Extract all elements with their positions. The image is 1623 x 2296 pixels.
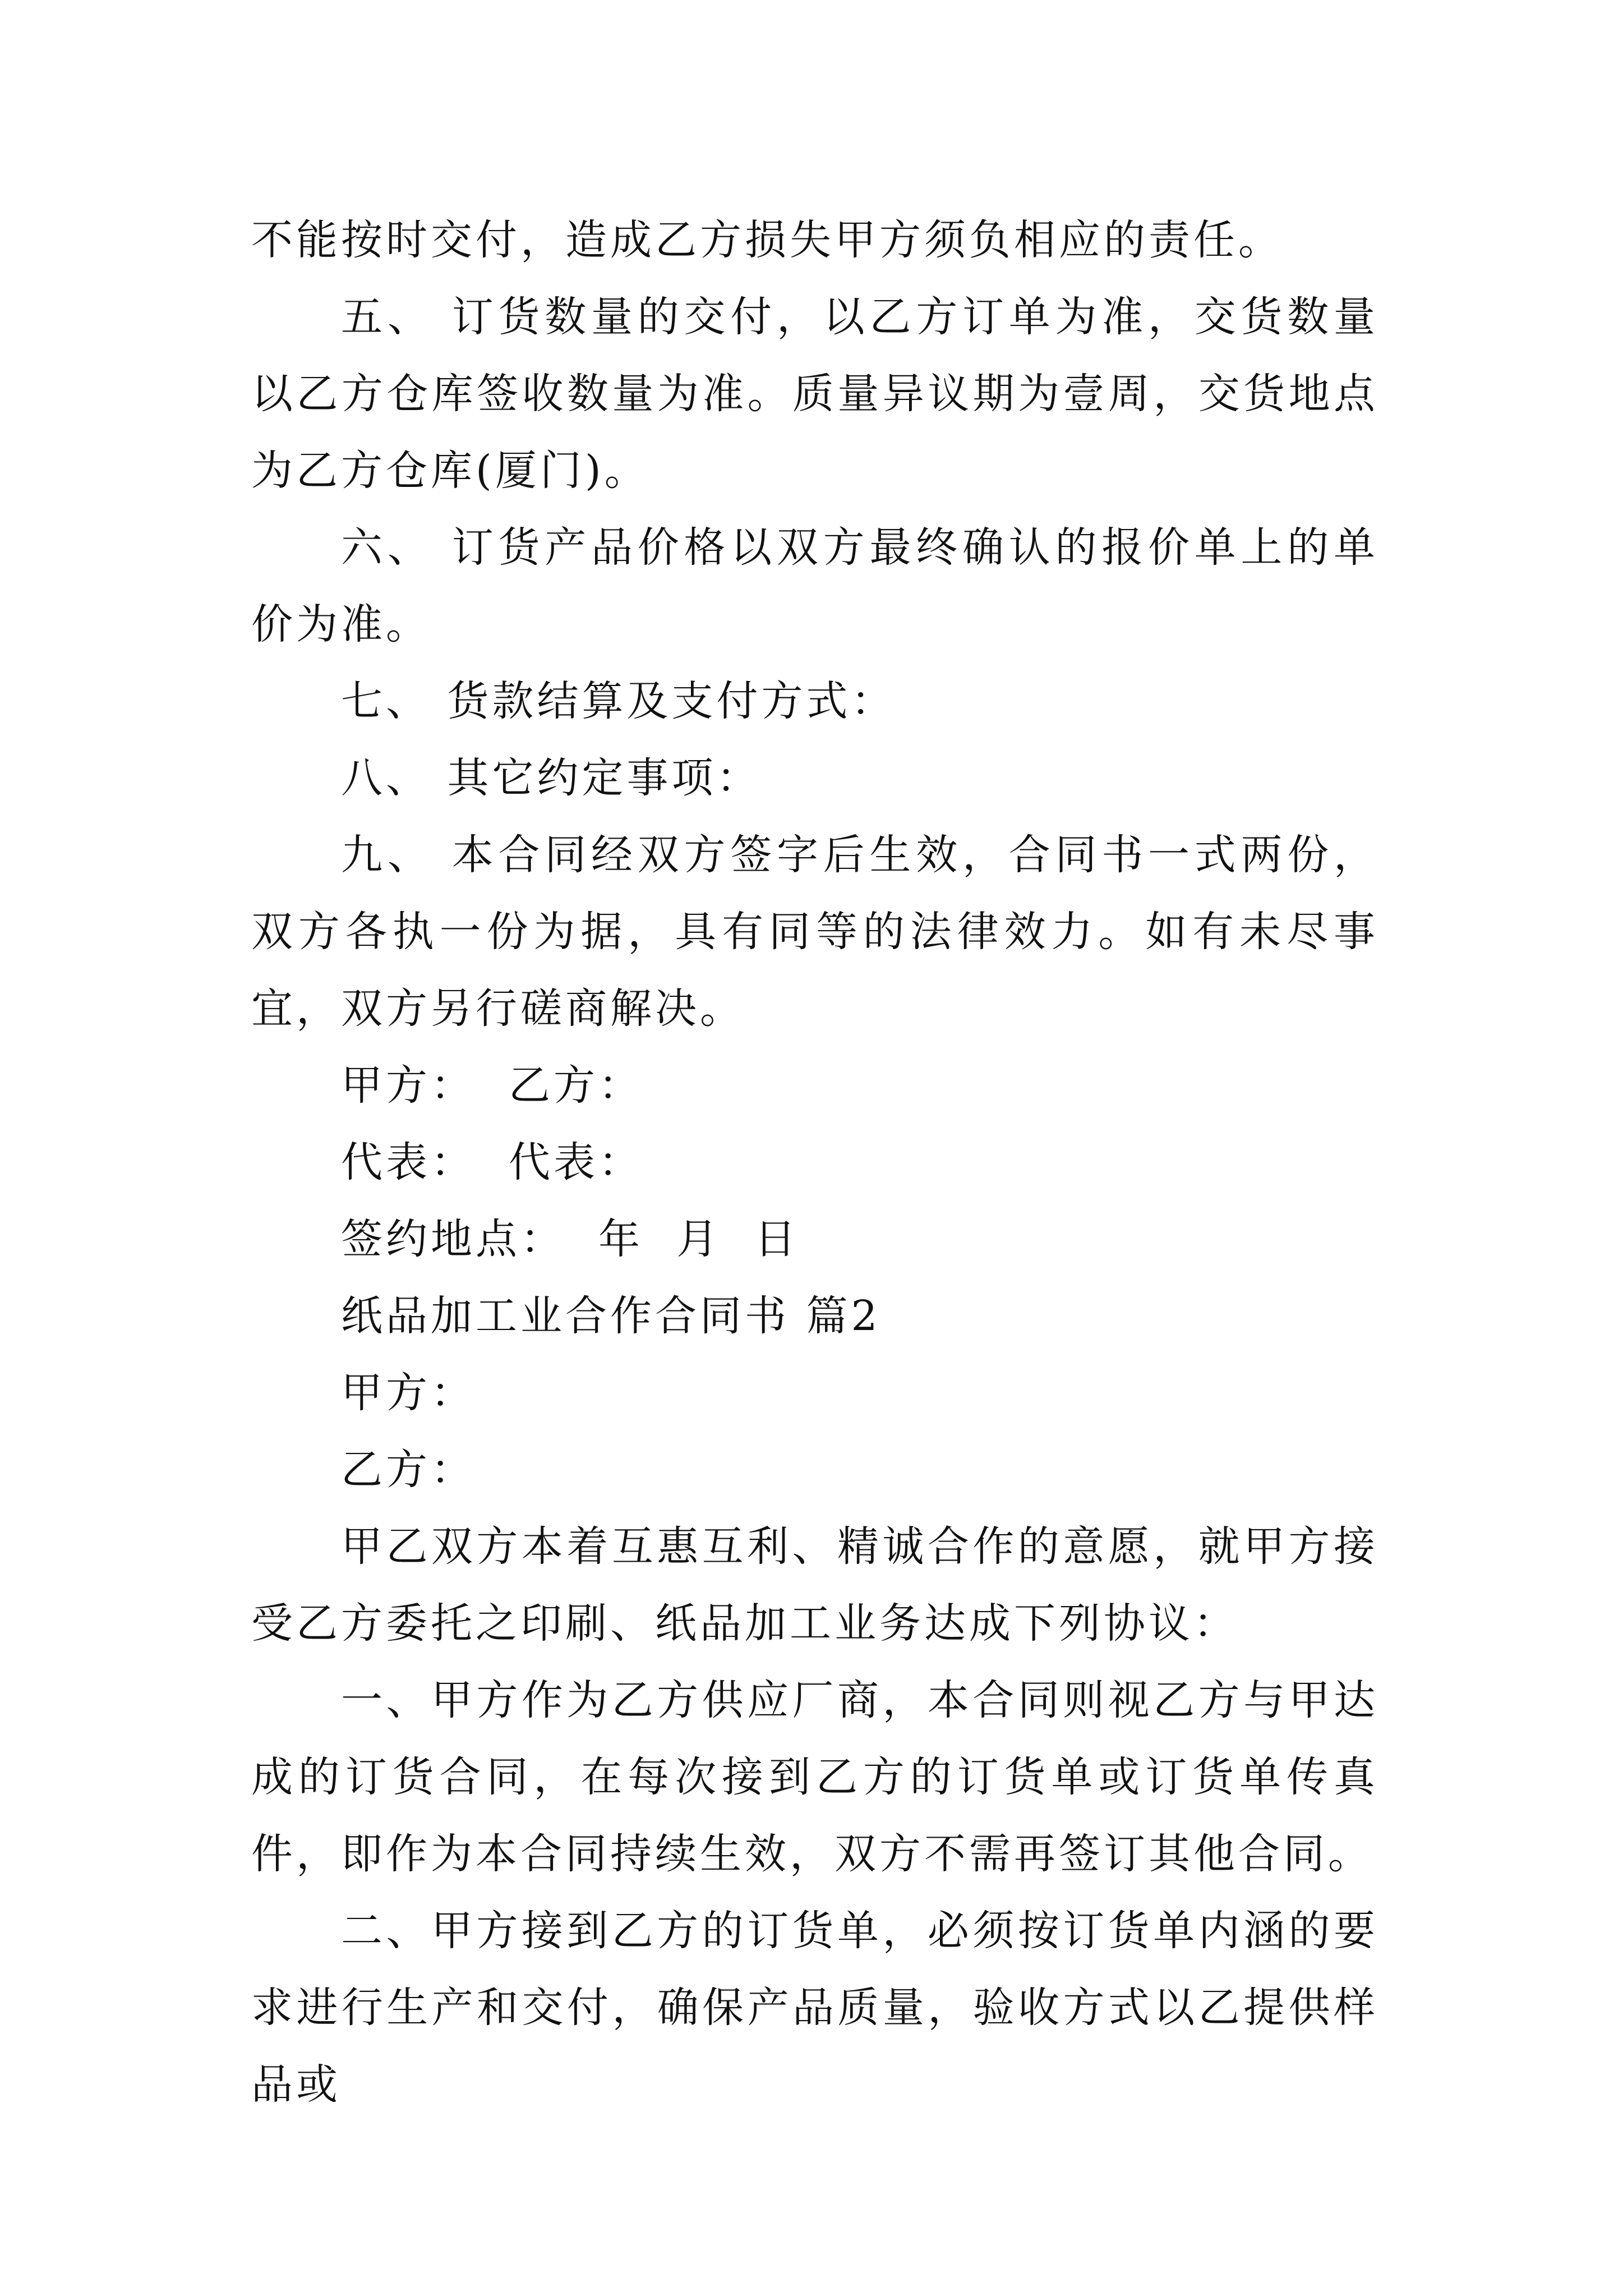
document-body [251,202,1378,2123]
party-a-line: 甲方： [341,1369,476,1417]
paragraph-continuation: 不能按时交付，造成乙方损失甲方须负相应的责任。 [251,216,1283,264]
clause-5: 五、 订货数量的交付，以乙方订单为准，交货数量以乙方仓库签收数量为准。质量异议期为壹周，交货地点为乙方仓库(厦门)。 [251,293,1378,495]
clause-1: 一、甲方作为乙方供应厂商，本合同则视乙方与甲达成的订货合同，在每次接到乙方的订货单或订货单传真件，即作为本合同持续生效，双方不需再签订其他合同。 [251,1676,1378,1878]
agreement-intro: 甲乙双方本着互惠互利、精诚合作的意愿，就甲方接受乙方委托之印刷、纸品加工业务达成下列协议： [251,1522,1378,1648]
clause-8: 八、 其它约定事项： [341,754,762,802]
signature-party-line: 甲方： 乙方： [341,1061,644,1110]
clause-2: 二、甲方接到乙方的订货单，必须按订货单内涵的要求进行生产和交付，确保产品质量，验收方式以乙提供样品或 [251,1907,1378,2109]
signature-representative-line: 代表： 代表： [341,1138,644,1186]
clause-6: 六、 订货产品价格以双方最终确认的报价单上的单价为准。 [251,523,1378,648]
signing-place-date-line: 签约地点： 年 月 日 [341,1215,800,1263]
clause-9: 九、 本合同经双方签字后生效，合同书一式两份，双方各执一份为据，具有同等的法律效力。如有未尽事宜，双方另行磋商解决。 [251,831,1378,1033]
party-b-line: 乙方： [341,1446,476,1494]
section-heading: 纸品加工业合作合同书 篇2 [341,1292,881,1340]
clause-7: 七、 货款结算及支付方式： [341,677,896,725]
